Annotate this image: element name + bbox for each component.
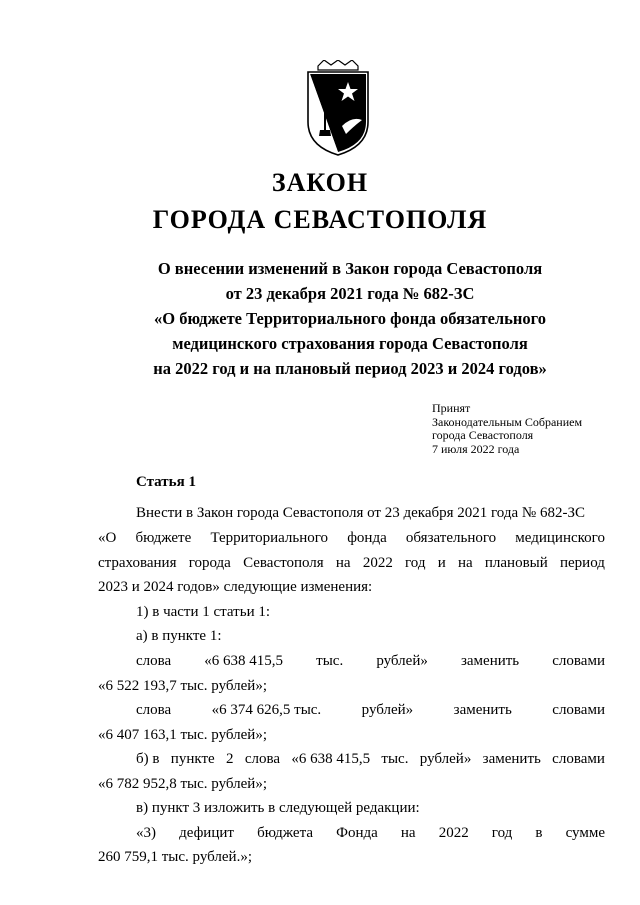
list-item-cont: 260 759,1 тыс. рублей.»; [98, 849, 252, 865]
word: слова [136, 702, 172, 718]
list-item: в) пункт 3 изложить в следующей редакции: [136, 800, 420, 816]
word: обязательного [405, 530, 497, 546]
word: 2022 [438, 825, 469, 841]
list-item [136, 825, 605, 842]
article-heading: Статья 1 [136, 474, 196, 490]
adoption-line: города Севастополя [432, 428, 534, 442]
word: Севастополя [243, 555, 324, 571]
adoption-date: 7 июля 2022 года [432, 441, 520, 456]
word: города [188, 555, 231, 571]
word: бюджете [135, 530, 192, 546]
word: «6 638 415,5 [204, 653, 284, 669]
word: сумме [565, 825, 605, 841]
subtitle-line: от 23 декабря 2021 года № 682-ЗС [225, 284, 475, 303]
word: фонда [347, 530, 387, 546]
word: «6 638 415,5 [291, 751, 371, 767]
list-item [136, 751, 605, 768]
word: период [560, 555, 605, 571]
word: в [535, 825, 543, 841]
sevastopol-coat-of-arms-icon [304, 60, 372, 156]
list-item-cont: «6 407 163,1 тыс. рублей»; [98, 727, 267, 743]
word: «О [98, 530, 117, 546]
word: плановый [484, 555, 548, 571]
word: Территориального [210, 530, 329, 546]
word: медицинского [515, 530, 605, 546]
list-item-cont: «6 782 952,8 тыс. рублей»; [98, 776, 267, 792]
law-subtitle [100, 256, 600, 381]
word: на [400, 825, 416, 841]
word: рублей» [376, 653, 428, 669]
list-item [136, 653, 605, 670]
word: бюджета [257, 825, 313, 841]
list-item [136, 702, 605, 719]
paragraph-line [98, 530, 605, 547]
word: тыс. [316, 653, 344, 669]
list-item: а) в пункте 1: [136, 628, 222, 644]
adoption-note [432, 402, 582, 456]
word: слова [244, 751, 280, 767]
word: Фонда [336, 825, 378, 841]
list-item-cont: «6 522 193,7 тыс. рублей»; [98, 678, 267, 694]
law-city-title: ГОРОДА СЕВАСТОПОЛЯ [152, 205, 488, 234]
word: тыс. [381, 751, 409, 767]
list-item: 1) в части 1 статьи 1: [136, 604, 271, 620]
paragraph-line: Внести в Закон города Севастополя от 23 декабря 2021 года № 682-ЗС [136, 505, 585, 521]
word: и [437, 555, 446, 571]
word: «6 374 626,5 тыс. [211, 702, 322, 718]
word: словами [552, 653, 605, 669]
word: 2022 [362, 555, 393, 571]
word: год [405, 555, 426, 571]
word: слова [136, 653, 172, 669]
word: на [335, 555, 351, 571]
subtitle-line: на 2022 год и на плановый период 2023 и 2024 годов» [153, 359, 547, 378]
paragraph-line [98, 555, 605, 572]
subtitle-line: О внесении изменений в Закон города Севастополя [157, 259, 543, 278]
word: дефицит [179, 825, 234, 841]
word: б) в [136, 751, 160, 767]
word: словами [552, 702, 605, 718]
word: заменить [453, 702, 512, 718]
word: заменить [482, 751, 541, 767]
word: страхования [98, 555, 177, 571]
word: «3) [136, 825, 156, 841]
word: заменить [460, 653, 520, 669]
word: пункте [170, 751, 215, 767]
adoption-line: Принят [432, 401, 471, 415]
paragraph-line: 2023 и 2024 годов» следующие изменения: [98, 579, 373, 595]
subtitle-line: «О бюджете Территориального фонда обязательного [154, 309, 546, 328]
word: словами [552, 751, 605, 767]
subtitle-line: медицинского страхования города Севастополя [172, 334, 528, 353]
law-title: ЗАКОН [271, 168, 369, 197]
word: на [457, 555, 473, 571]
word: 2 [225, 751, 234, 767]
word: рублей» [361, 702, 414, 718]
word: год [491, 825, 513, 841]
word: рублей» [419, 751, 472, 767]
adoption-line: Законодательным Собранием [432, 414, 583, 429]
